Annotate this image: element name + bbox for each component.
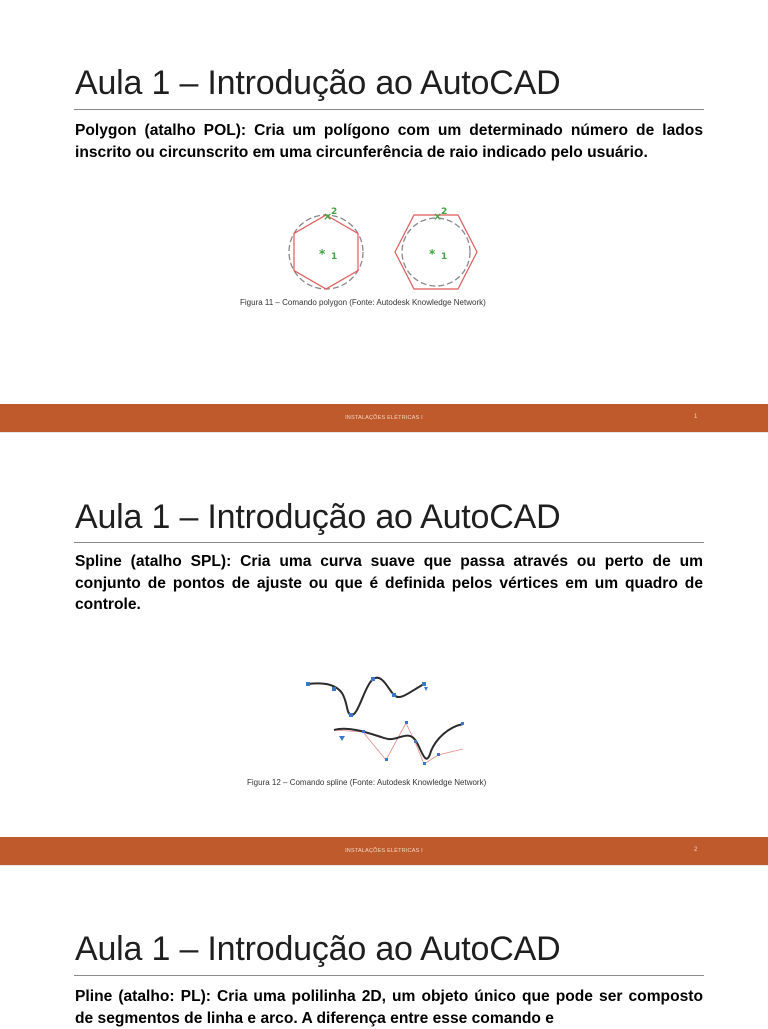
polygon-figure (240, 200, 535, 300)
hexagon-inscribed (294, 215, 358, 289)
control-vertices (362, 721, 464, 765)
slide-footer (0, 837, 768, 865)
point-marker: × (433, 210, 443, 223)
start-marker (339, 736, 345, 741)
slide-title: Aula 1 – Introdução ao AutoCAD (75, 498, 561, 536)
label-1: 1 (441, 252, 448, 262)
figure-caption: Figura 12 – Comando spline (Fonte: Autodesk Knowledge Network) (247, 778, 487, 787)
slide-1 (0, 0, 768, 432)
circle-dashed (402, 218, 470, 286)
slide-3 (0, 866, 768, 1027)
figure-caption: Figura 11 – Comando polygon (Fonte: Autodesk Knowledge Network) (240, 298, 486, 307)
footer-text: INSTALAÇÕES ELÉTRICAS I (345, 848, 423, 854)
slide-text: Spline (atalho SPL): Cria uma curva suave que passa através ou perto de um conjunto de pontos de ajuste ou que é definida pelos vértices em um quadro de controle. (75, 553, 703, 613)
title-rule (74, 975, 704, 976)
point-marker: × (323, 210, 333, 223)
circle-dashed (289, 215, 363, 289)
slide-title: Aula 1 – Introdução ao AutoCAD (75, 930, 561, 968)
slide-footer (0, 404, 768, 432)
slide-text: Pline (atalho: PL): Cria uma polilinha 2D, um objeto único que pode ser composto de segmentos de linha e arco. A diferença entre esse comando e (75, 988, 703, 1027)
slide-2 (0, 433, 768, 865)
footer-text: INSTALAÇÕES ELÉTRICAS I (345, 415, 423, 421)
center-marker: * (429, 247, 436, 261)
title-rule (74, 542, 704, 543)
spline-figure (238, 667, 528, 777)
end-marker (424, 687, 428, 691)
label-2: 2 (331, 207, 338, 217)
slide-title: Aula 1 – Introdução ao AutoCAD (75, 64, 561, 102)
title-rule (74, 109, 704, 110)
page-number: 1 (694, 414, 698, 420)
page-number: 2 (694, 847, 698, 853)
spline-curve-fit (308, 678, 424, 715)
label-1: 1 (331, 252, 338, 262)
center-marker: * (319, 247, 326, 261)
slide-text: Polygon (atalho POL): Cria um polígono com um determinado número de lados inscrito ou circunscrito em uma circunferência de raio indicado pelo usuário. (75, 122, 703, 161)
label-2: 2 (441, 207, 448, 217)
hexagon-circumscribed (395, 215, 477, 289)
